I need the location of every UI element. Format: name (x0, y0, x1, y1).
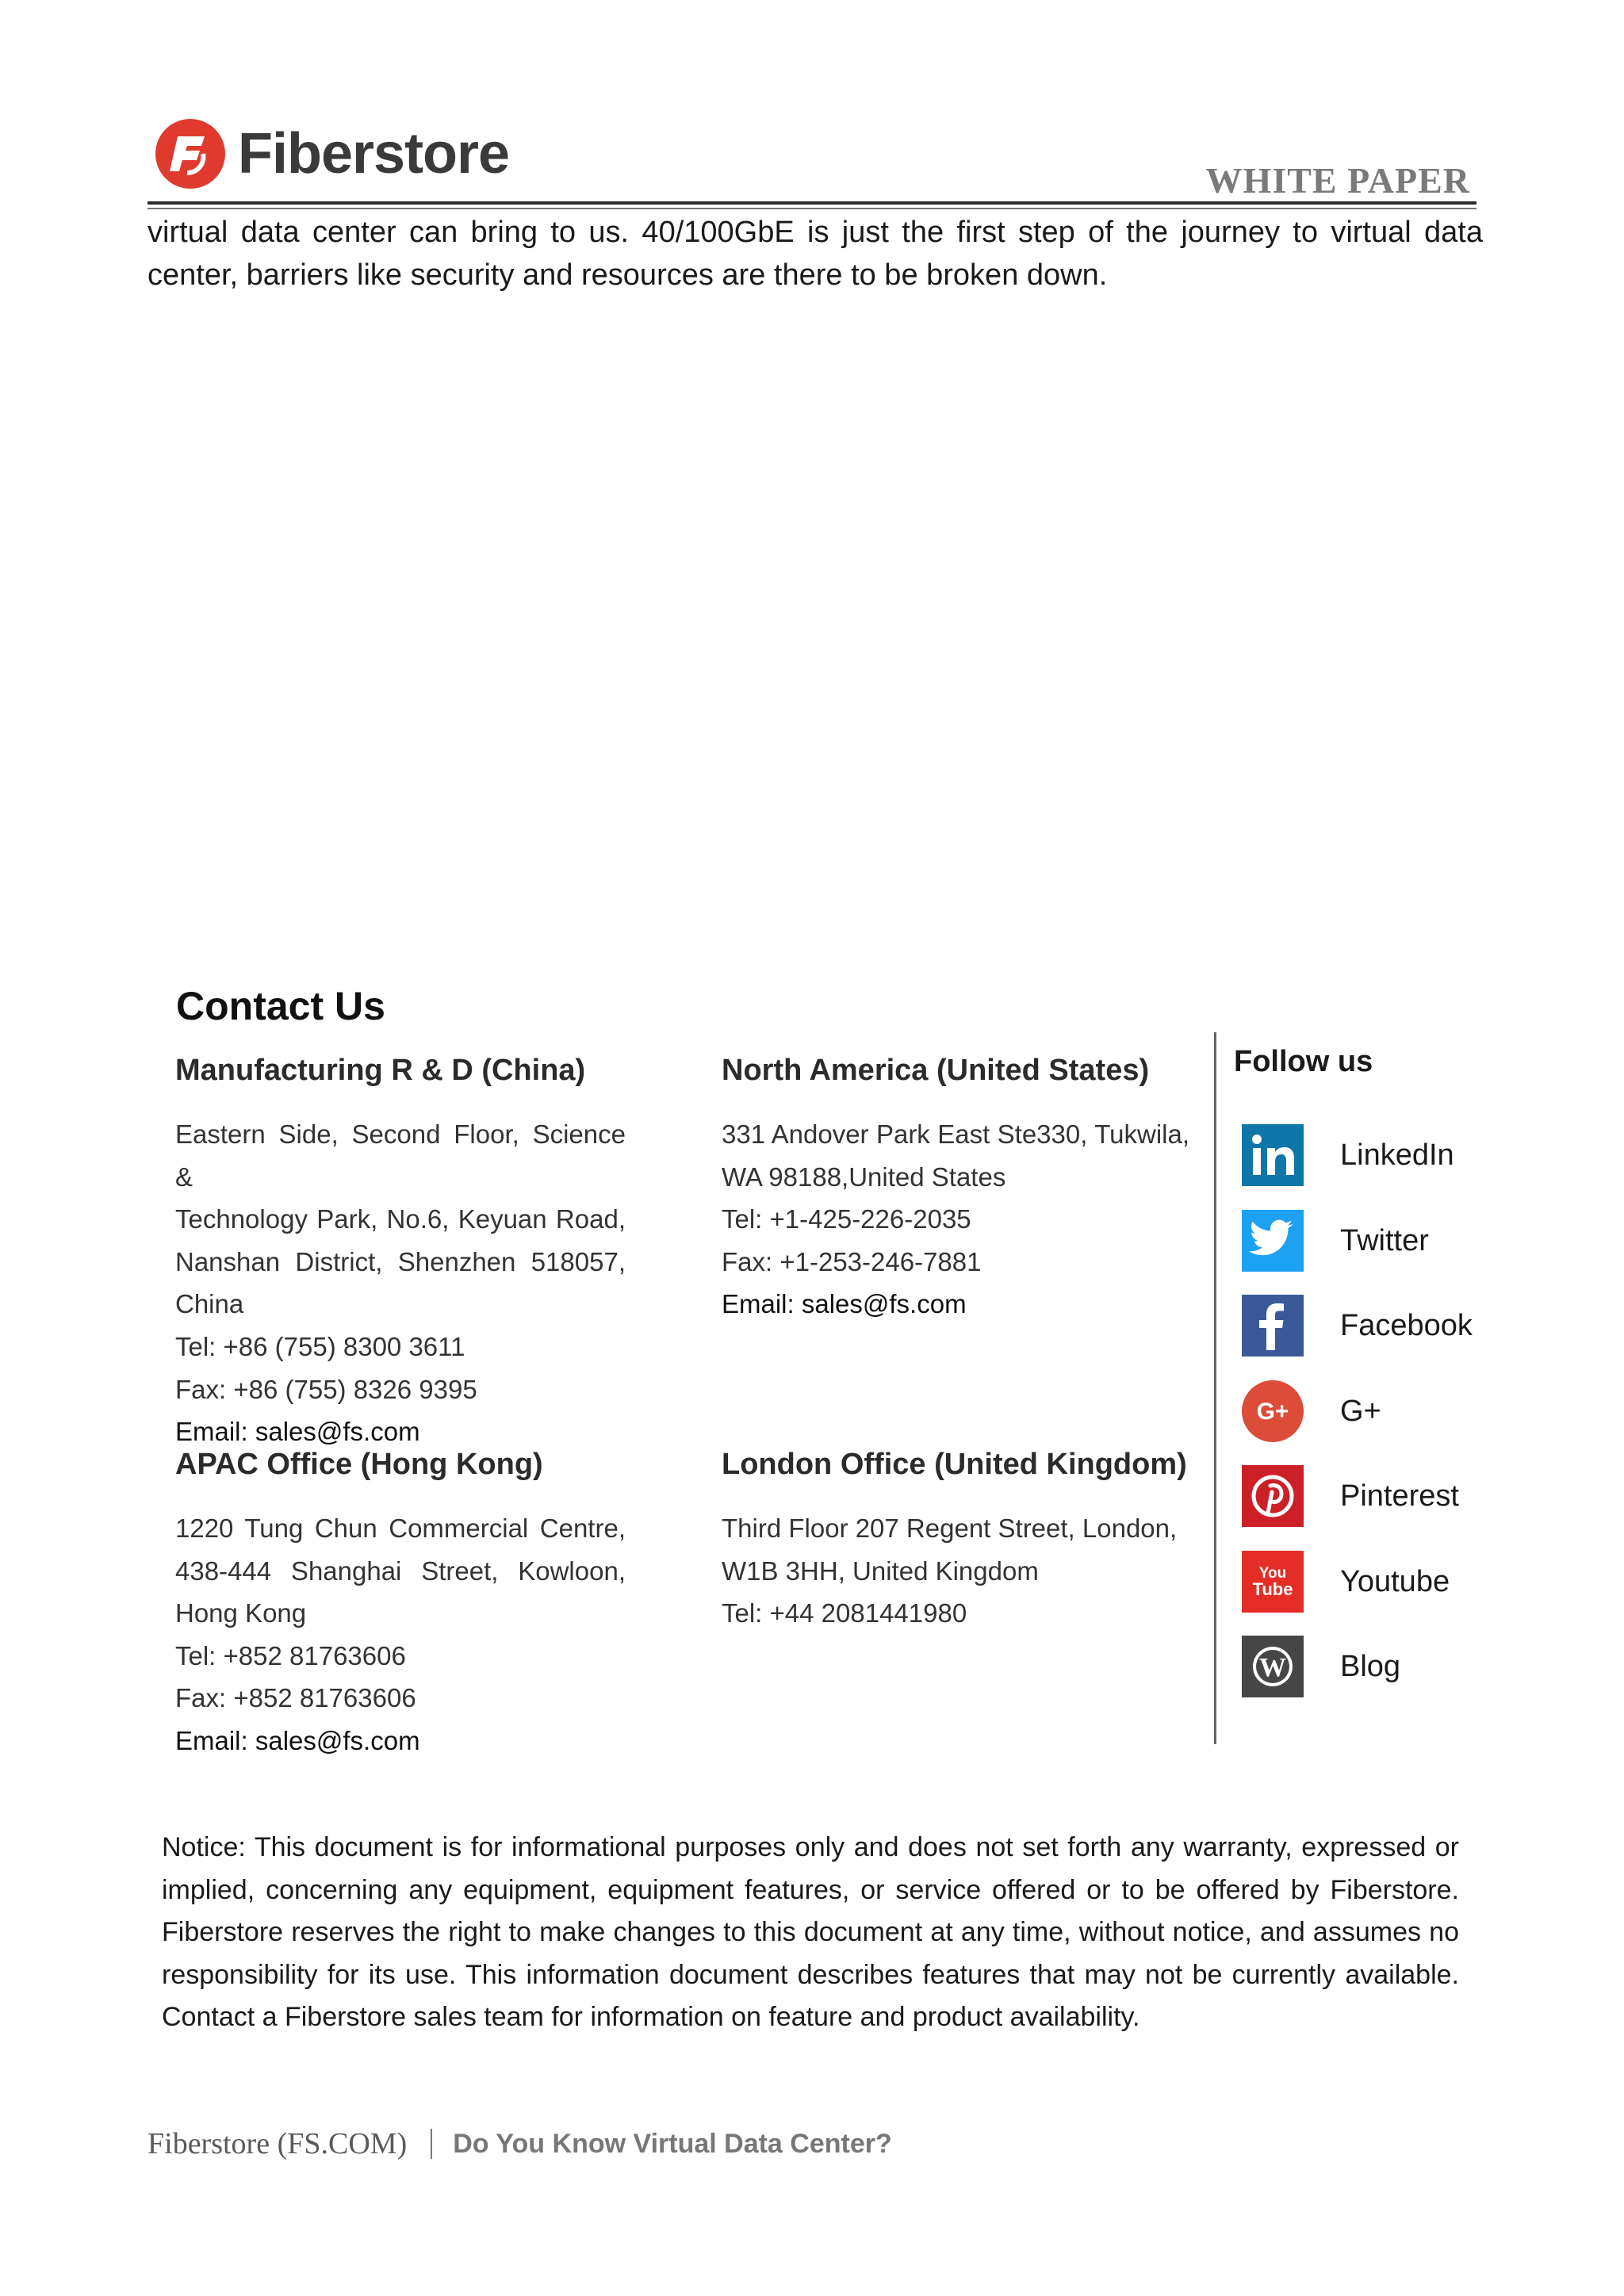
svg-text:W: W (1259, 1653, 1286, 1682)
social-link-blog[interactable] (1242, 1636, 1400, 1697)
office-tel: Tel: +852 81763606 (175, 1640, 406, 1670)
office-details-north-america (722, 1113, 1189, 1326)
address-line: Eastern Side, Second Floor, Science & (175, 1119, 626, 1192)
header-rule-thin (147, 208, 1477, 209)
social-link-youtube[interactable] (1242, 1551, 1450, 1613)
address-line: 1220 Tung Chun Commercial Centre, (175, 1513, 626, 1543)
social-link-pinterest[interactable] (1242, 1465, 1459, 1527)
youtube-icon (1242, 1551, 1304, 1613)
linkedin-icon (1242, 1124, 1304, 1186)
document-type-label: WHITE PAPER (1205, 160, 1470, 201)
svg-text:Tube: Tube (1252, 1579, 1293, 1599)
address-line: Nanshan District, Shenzhen 518057, (175, 1246, 626, 1276)
office-fax: Fax: +1-253-246-7881 (722, 1246, 982, 1276)
office-email[interactable]: Email: sales@fs.com (175, 1417, 420, 1447)
office-title-north-america: North America (United States) (722, 1054, 1150, 1087)
office-details-china (175, 1113, 626, 1453)
wordpress-icon (1242, 1636, 1304, 1697)
column-divider (1214, 1032, 1216, 1744)
facebook-icon (1242, 1295, 1304, 1357)
social-label: Blog (1340, 1649, 1401, 1683)
pinterest-icon (1242, 1465, 1304, 1527)
address-line: Third Floor 207 Regent Street, London, (722, 1513, 1178, 1543)
social-label: Twitter (1340, 1223, 1429, 1257)
social-label: G+ (1340, 1394, 1381, 1428)
address-line: WA 98188,United States (722, 1161, 1006, 1192)
office-title-china: Manufacturing R & D (China) (175, 1054, 586, 1087)
footer-document-title: Do You Know Virtual Data Center? (453, 2128, 892, 2159)
contact-us-heading: Contact Us (176, 984, 385, 1028)
legal-notice: Notice: This document is for informational purposes only and does not set forth any warranty, expressed or implied, concerning any equipment, equipment features, or service offered or to be offered by Fiberstore. Fiberstore reserves the right to make changes to this document at any time, without notice, and assumes no responsibility for its use. This information document describes features that may not be currently available. Contact a Fiberstore sales team for information on feature and product availability. (162, 1832, 1459, 2033)
office-details-london (722, 1507, 1189, 1635)
address-line: W1B 3HH, United Kingdom (722, 1556, 1039, 1586)
address-line: Technology Park, No.6, Keyuan Road, (175, 1204, 626, 1234)
office-tel: Tel: +1-425-226-2035 (722, 1204, 971, 1234)
address-line: 438-444 Shanghai Street, Kowloon, (175, 1556, 626, 1586)
social-label: Pinterest (1340, 1479, 1459, 1513)
svg-text:G+: G+ (1256, 1399, 1289, 1425)
social-label: LinkedIn (1340, 1138, 1454, 1172)
office-email[interactable]: Email: sales@fs.com (722, 1289, 967, 1319)
twitter-icon (1242, 1210, 1304, 1272)
address-line: Hong Kong (175, 1598, 307, 1628)
social-label: Youtube (1340, 1564, 1450, 1598)
svg-text:You: You (1258, 1565, 1287, 1582)
office-tel: Tel: +86 (755) 8300 3611 (175, 1331, 465, 1361)
fiberstore-logo-icon (155, 119, 225, 189)
address-line: China (175, 1289, 244, 1319)
social-link-twitter[interactable] (1242, 1210, 1429, 1272)
follow-us-heading: Follow us (1234, 1045, 1373, 1078)
office-title-london: London Office (United Kingdom) (722, 1448, 1187, 1481)
page-footer (147, 2122, 892, 2166)
office-title-apac: APAC Office (Hong Kong) (175, 1448, 543, 1481)
social-link-facebook[interactable] (1242, 1295, 1473, 1357)
footer-separator (431, 2129, 432, 2159)
office-fax: Fax: +852 81763606 (175, 1683, 416, 1713)
social-link-linkedin[interactable] (1242, 1124, 1454, 1186)
header-rule (147, 201, 1477, 205)
office-details-apac (175, 1507, 626, 1762)
office-fax: Fax: +86 (755) 8326 9395 (175, 1374, 477, 1404)
address-line: 331 Andover Park East Ste330, Tukwila, (722, 1119, 1189, 1149)
footer-brand: Fiberstore (FS.COM) (147, 2127, 408, 2160)
office-email[interactable]: Email: sales@fs.com (175, 1725, 420, 1755)
google-plus-icon (1242, 1380, 1304, 1442)
brand-name: Fiberstore (238, 122, 510, 186)
social-label: Facebook (1340, 1308, 1473, 1342)
office-tel: Tel: +44 2081441980 (722, 1598, 967, 1628)
intro-paragraph: virtual data center can bring to us. 40/100GbE is just the first step of the journey to virtual data center, barriers like security and resources are there to be broken down. (147, 216, 1483, 292)
social-link-google-plus[interactable] (1242, 1380, 1381, 1442)
